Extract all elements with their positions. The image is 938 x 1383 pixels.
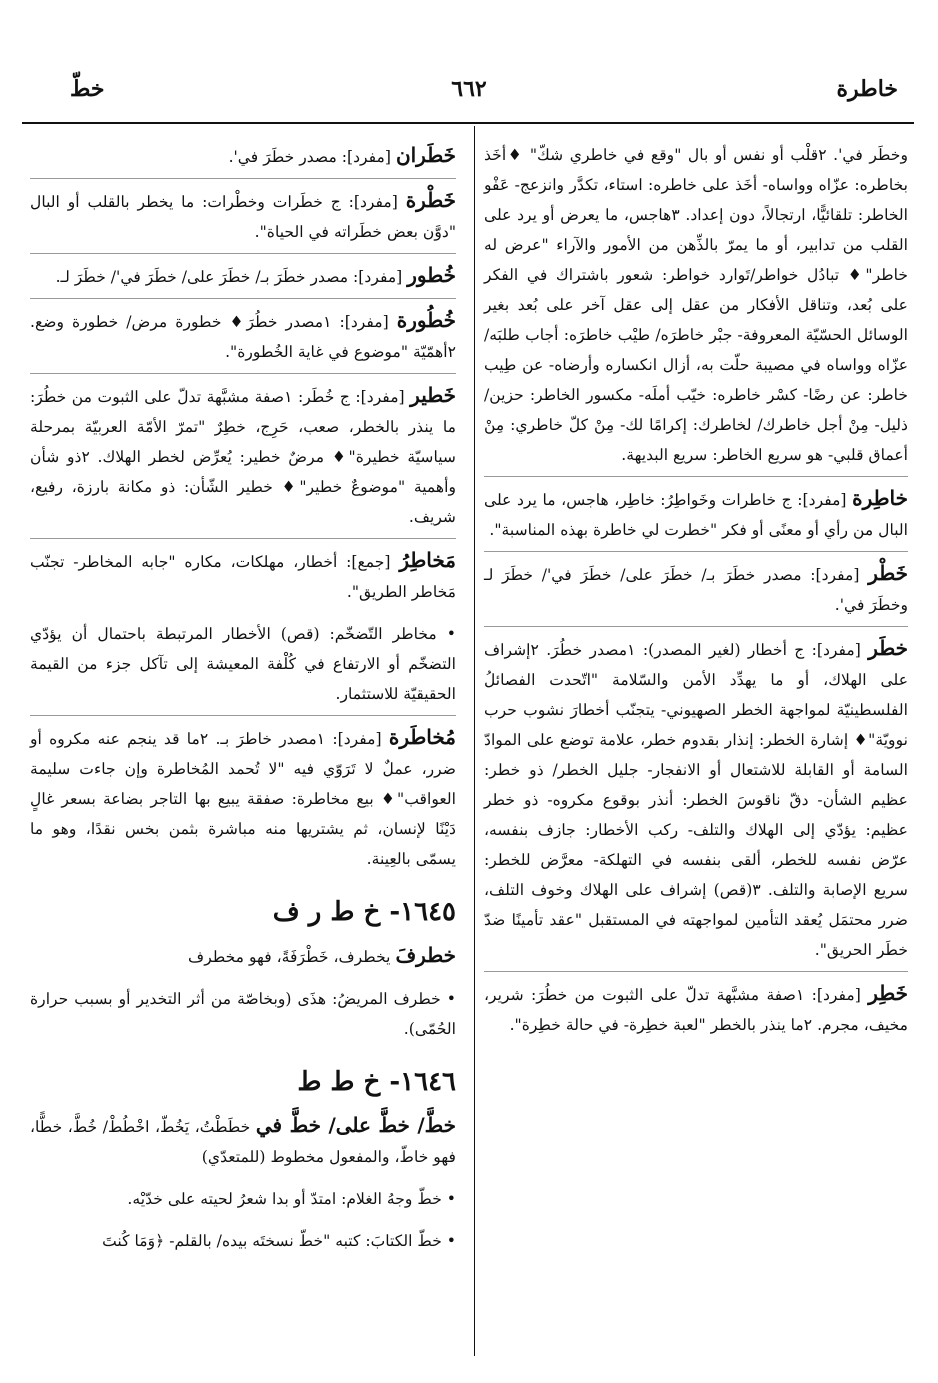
- entry-headword: خطرفَ: [395, 943, 456, 967]
- entry-headword: خُطور: [407, 263, 456, 287]
- entry-text: خطَطْتُ، يَخُطّ، اخْطُطْ/ خُطَّ، خطًّا، فهو خاطّ، والمفعول مخطوط (للمتعدّي): [30, 1118, 456, 1166]
- entry-text: وخطَر في'. ٢قلْب أو نفس أو بال "وقع في خاطري شكّ" ♦أخَذ بخاطره: عزّاه وواساه- أخَذ على خاطره: استاء، تكدَّر وانزعج- عَفْو الخاطر: تلقائيًّا، ارتجالاً، دون إعداد. ٣هاجس، ما يعرض أو يرد على القلب من تدابير، أو ما يمرّ بالذِّهن من الأمور والآراء "عرض له خاطر"♦ تبادُل خواطر/تَوارد خواطر: شعور باشتراك في الفكر على بُعد، وتناقل الأفكار من عقل إلى عقل آخر على بُعد بغير الوسائل الحسّيّة المعروفة- جبْر خاطرَه/ طيْب خاطرَه: أجاب طلبَه/ عزّاه وواساه في مصيبة حلّت به، أزال انكساره وأرضاه- عن طِيب خاطر: عن رضًا- كسْر خاطره: خيّب أملَه- مكسور الخاطر: حزين/ ذليل- مِنْ أجل خاطرك/ لخاطرك: إكرامًا لك- مِنْ كلّ خاطري: مِنْ أعماق قلبي- هو سريع الخاطر: سريع البديهة.: [484, 146, 909, 464]
- left-column: [30, 140, 456, 1268]
- entry-text: [مفرد]: مصدر خطَرَ في'.: [228, 148, 391, 166]
- dictionary-entry: [30, 1226, 456, 1262]
- dictionary-entry: [30, 260, 456, 299]
- dictionary-entry: [30, 722, 456, 880]
- entry-headword: مَخاطِرُ: [399, 548, 456, 572]
- header-rule: [22, 122, 914, 124]
- entry-text: • خطرف المريضُ: هذَى (وبخاصّة من أثر التخدير أو بسبب حرارة الحُمّى).: [30, 990, 456, 1038]
- entry-text: يخطرف، خَطْرَفَةً، فهو مخطرف: [188, 948, 391, 966]
- dictionary-entry: [484, 483, 908, 552]
- header-last-word: خطّ: [70, 76, 105, 102]
- root-heading: ١٦٤٦- خ ط ط: [297, 1067, 456, 1097]
- entry-text: [مفرد]: ١صفة مشبَّهة تدلّ على الثبوت من خطُرَ: شرير، مخيف، مجرم. ٢ما ينذر بالخطر "لعبة خطِرة- في حالة خطِرة".: [484, 986, 908, 1034]
- entry-headword: خاطِرة: [852, 486, 908, 510]
- entry-headword: خَطِر: [868, 981, 908, 1005]
- entry-text: • خطّ وجهُ الغلام: امتدّ أو بدا شعرُ لحيته على خدّيْه.: [127, 1190, 456, 1208]
- dictionary-entry: [484, 558, 908, 627]
- dictionary-entry: [30, 1184, 456, 1220]
- dictionary-entry: [484, 633, 908, 972]
- dictionary-entry: [30, 545, 456, 613]
- dictionary-entry: [30, 380, 456, 539]
- entry-text: [مفرد]: ج أخطار (لغير المصدر): ١مصدر خطُرَ. ٢إشراف على الهلاك، أو ما يهدِّد الأمن والسّلامة "اتّحدت الفصائلُ الفلسطينيّة لمواجهة الخطر الصهيوني- يتجنّب أخطارَ نشوب حرب نوويّة"♦ إشارة الخطر: إنذار بقدوم خطر، علامة توضع على الموادّ السامة أو القابلة للاشتعال أو الانفجار- جليل الخطر/ ذو خطر: عظيم الشأن- دقّ ناقوسَ الخطر: أنذر بوقوع مكروه- ذو خطر عظيم: يؤدّي إلى الهلاك والتلف- ركب الأخطار: جازف بنفسه، عرّض نفسه للخطر، ألقى بنفسه في التهلكة- معرَّض للخطر: سريع الإصابة والتلف. ٣(قص) إشراف على الهلاك وخوف التلف، ضرر محتمَل يُعقد التأمين لمواجهته في المستقبل "عقد تأمينًا ضدّ خطَر الحريق".: [484, 641, 908, 959]
- dictionary-entry: [30, 984, 456, 1050]
- entry-headword: خَطْر: [868, 561, 908, 585]
- page-number: ٦٦٢: [451, 76, 487, 102]
- entry-headword: خَطْرة: [405, 188, 456, 212]
- entry-text: [جمع]: أخطار، مهلكات، مكاره "جابه المخاطر- تجنّب مَخاطر الطريق".: [30, 553, 456, 601]
- entry-text: • مخاطر التّضخّم: (قص) الأخطار المرتبطة باحتمال أن يؤدّي التضخّم أو الارتفاع في كُلْفة المعيشة إلى تآكل جزء من القيمة الحقيقيّة للاستثمار.: [30, 625, 456, 703]
- dictionary-entry: [484, 140, 908, 477]
- dictionary-entry: [30, 940, 456, 978]
- entry-text: [مفرد]: ج خاطرات وخَواطِرُ: خاطِر، هاجس، ما يرد على البال من رأي أو معنًى أو فكر "خطرت لي خاطرة بهذه المناسبة".: [484, 491, 908, 539]
- entry-headword: خَطير: [410, 383, 456, 407]
- dictionary-entry: [30, 305, 456, 374]
- entry-text: [مفرد]: مصدر خطَرَ بـ/ خطَرَ على/ خطَرَ في'/ خطَرَ لـ.: [55, 268, 403, 286]
- entry-headword: خُطُورة: [396, 308, 456, 332]
- entry-text: • خطّ الكتابَ: كتبه "خطّ نسختَه بيده/ بالقلم- ﴿وَمَا كُنتَ: [102, 1232, 456, 1250]
- right-column: [484, 140, 908, 1052]
- entry-text: [مفرد]: ج خطَرات وخطْرات: ما يخطر بالقلب أو البال "دوَّن بعض خطَراته في الحياة".: [30, 193, 456, 241]
- dictionary-entry: [30, 185, 456, 254]
- dictionary-entry: [30, 1110, 456, 1178]
- entry-text: [مفرد]: ١مصدر خاطرَ بـ. ٢ما قد ينجم عنه مكروه أو ضرر، عملٌ لا تَرَوّي فيه "لا تُحمد المُخاطرة وإن جاءت سليمة العواقب"♦ بيع مخاطرة: صفقة يبيع بها التاجر بضاعة بسعر غالٍ دَيْنًا لإنسان، ثم يشتريها منه مباشرة بثمن بخس نقدًا، وهو ما يسمّى بالعِينة.: [30, 730, 456, 868]
- entry-headword: خطَّ/ خطَّ على/ خطَّ في: [255, 1113, 456, 1137]
- page-header: [40, 70, 898, 110]
- root-heading: ١٦٤٥- خ ط ر ف: [272, 897, 456, 927]
- entry-text: [مفرد]: ج خُطَر: ١صفة مشبَّهة تدلّ على الثبوت من خطُرَ: ما ينذر بالخطر، صعب، حَرِج، خطِرٌ "تمرّ الأمّة العربيّة بمرحلة سياسيّة خطيرة"♦ مرضٌ خطير: يُعرِّض لخطر الهلاك. ٢ذو شأن وأهمية "موضوعٌ خطير"♦ خطير الشّأن: ذو مكانة بارزة، رفيع، شريف.: [30, 388, 456, 526]
- column-divider: [474, 126, 475, 1356]
- dictionary-entry: [484, 978, 908, 1046]
- entry-headword: مُخاطَرة: [388, 725, 456, 749]
- header-first-word: خاطرة: [836, 76, 898, 102]
- entry-text: [مفرد]: مصدر خطَرَ بـ/ خطَرَ على/ خطَرَ في'/ خطَرَ لـ وخطَرَ في'.: [484, 566, 908, 614]
- dictionary-entry: [30, 619, 456, 716]
- entry-headword: خَطَران: [395, 143, 456, 167]
- dictionary-entry: [30, 140, 456, 179]
- entry-text: [مفرد]: ١مصدر خطُرَ♦ خطورة مرض/ خطورة وضع. ٢أهمّيّة "موضوع في غاية الخُطورة".: [30, 313, 456, 361]
- entry-headword: خطَر: [868, 636, 908, 660]
